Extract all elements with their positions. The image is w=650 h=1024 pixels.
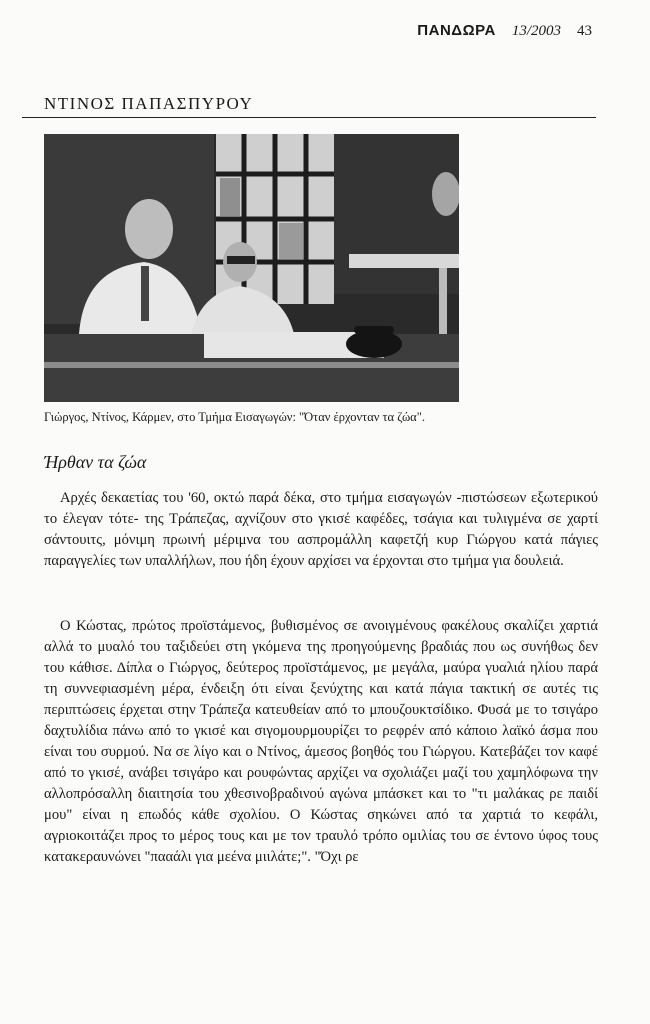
header-rule	[22, 117, 596, 118]
article-photo	[44, 134, 459, 402]
section-title: Ήρθαν τα ζώα	[44, 452, 147, 472]
journal-name: ΠΑΝΔΩΡΑ	[417, 22, 496, 39]
photo-illustration	[44, 134, 459, 402]
paragraph-2: Ο Κώστας, πρώτος προϊστάμενος, βυθισμένος σε ανοιγμένους φακέλους σκαλίζει χαρτιά αλλά το μυαλό του ταξιδεύει στη γκόμενα της προηγούμενης βραδιάς που ως συνήθως δεν του κάθισε. Δίπλα ο Γιώργος, δεύτερος προϊστάμενος, με μεγάλα, μαύρα γυαλιά ηλίου παρά τη συννεφιασμένη μέρα, ένδειξη ότι είναι ξενύχτης και κατά πάγια τακτική σε αυτές τις περιπτώσεις έρχεται στην Τράπεζα κατευθείαν από το μπουζουκτσίδικο. Φυσά με το τσιγάρο δαχτυλίδια πάνω από το γκισέ και σιγομουρμουρίζει το ρεφρέν από κάποιο λαϊκό άσμα που είναι του συρμού. Να σε λίγο και ο Ντίνος, άμεσος βοηθός του Γιώργου. Κατεβάζει τον καφέ από το γκισέ, ανάβει τσιγάρο και ρουφώντας αρχίζει να σχολιάζει μαζί του χαμηλόφωνα την αλλοπρόσαλλη διαιτησία του χθεσινοβραδινού αγώνα μπάσκετ και το "τι μαλάκας ρε παιδί μου" είναι η επωδός κάθε σχολίου. Ο Κώστας σηκώνει από τα χαρτιά το κεφάλι, αγριοκοιτάζει προς το μέρος τους και με τον τραυλό τρόπο ομιλίας του σε έντονο ύφος τους κατακεραυνώνει "πααάλι για μεένα μιιλάτε;". "Όχι ρε	[44, 618, 598, 865]
photo-caption: Γιώργος, Ντίνος, Κάρμεν, στο Τμήμα Εισαγωγών: "Όταν έρχονταν τα ζώα".	[44, 410, 425, 424]
page-number: 43	[577, 23, 592, 39]
author-name: ΝΤΙΝΟΣ ΠΑΠΑΣΠΥΡΟΥ	[44, 94, 254, 113]
paragraph-1: Αρχές δεκαετίας του '60, οκτώ παρά δέκα, στο τμήμα εισαγωγών -πιστώσεων εξωτερικού το έλεγαν τότε- της Τράπεζας, αχνίζουν στο γκισέ καφέδες, τσάγια και τυλιγμένα σε χαρτί σάντουιτς, μόνιμη πρωινή μέριμνα του ασπρομάλλη καφετζή κυρ Γιώργου κατά πάγιες παραγγελίες των υπαλλήλων, που ήδη έχουν αρχίσει να έρχονται στο τμήμα για δουλειά.	[44, 490, 598, 569]
issue-number: 13/2003	[511, 23, 561, 39]
running-header	[417, 22, 592, 40]
